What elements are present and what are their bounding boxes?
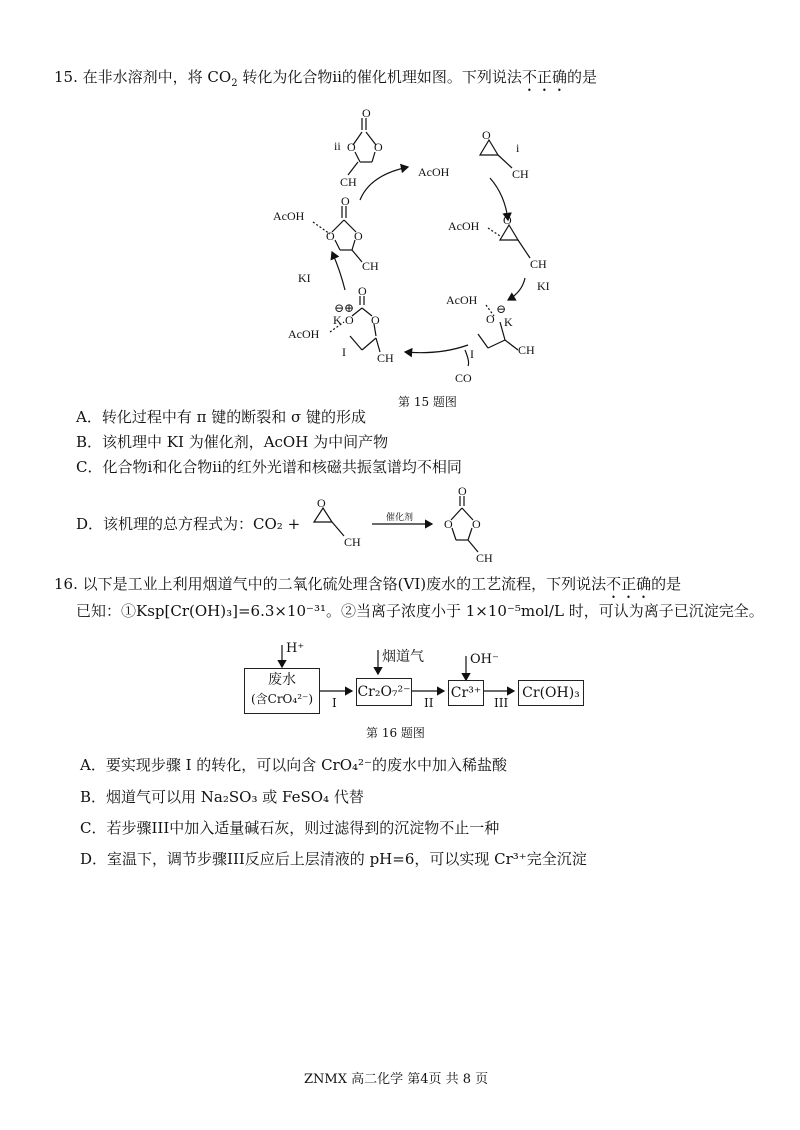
svg-text:O: O: [486, 312, 495, 326]
cr2o7-box: Cr₂O₇²⁻: [356, 678, 412, 706]
svg-text:AcOH: AcOH: [273, 209, 305, 223]
svg-text:O: O: [472, 517, 481, 531]
svg-text:K: K: [333, 313, 342, 327]
h-plus-label: H⁺: [286, 641, 305, 656]
svg-text:CH: CH: [362, 259, 379, 273]
svg-text:CH: CH: [476, 551, 493, 565]
svg-text:O: O: [458, 484, 467, 498]
svg-text:O: O: [358, 284, 367, 298]
svg-text:O: O: [503, 213, 512, 227]
q16-stem: 16. 以下是工业上利用烟道气中的二氧化硫处理含铬(VI)废水的工艺流程，下列说法不正确的是: [54, 575, 682, 593]
q16-known-conditions: 已知：①Ksp[Cr(OH)₃]=6.3×10⁻³¹。②当离子浓度小于 1×10⁻⁵mol/L 时，可认为离子已沉淀完全。: [76, 602, 764, 620]
i-label: i: [516, 141, 520, 155]
svg-text:I: I: [342, 345, 346, 359]
svg-text:O: O: [482, 128, 491, 142]
svg-text:CH: CH: [340, 175, 357, 189]
svg-text:CH: CH: [518, 343, 535, 357]
svg-text:I: I: [470, 347, 474, 361]
waste-water-box: 废水 (含CrO₄²⁻): [244, 668, 320, 714]
step-3-label: III: [494, 696, 509, 710]
svg-text:CH: CH: [344, 535, 361, 549]
q15-figure-caption: 第 15 题图: [398, 395, 457, 409]
q15-option-d[interactable]: D．该机理的总方程式为：CO₂ +: [76, 515, 301, 533]
q16-figure-caption: 第 16 题图: [366, 726, 425, 740]
svg-text:O: O: [374, 140, 383, 154]
q15-option-b[interactable]: B．该机理中 KI 为催化剂，AcOH 为中间产物: [76, 433, 389, 451]
page-footer: ZNMX 高二化学 第4页 共 8 页: [304, 1072, 489, 1087]
svg-text:K: K: [504, 315, 513, 329]
svg-text:⊖: ⊖: [496, 302, 507, 316]
svg-text:AcOH: AcOH: [418, 165, 450, 179]
q15-option-c[interactable]: C．化合物i和化合物ii的红外光谱和核磁共振氢谱均不相同: [76, 458, 462, 476]
step-2-label: II: [424, 696, 434, 710]
svg-text:CH: CH: [530, 257, 547, 271]
svg-text:AcOH: AcOH: [446, 293, 478, 307]
svg-text:⊕: ⊕: [344, 301, 355, 315]
svg-text:催化剂: 催化剂: [386, 512, 414, 522]
svg-text:⊖: ⊖: [334, 301, 345, 315]
flue-gas-label: 烟道气: [382, 649, 424, 665]
q15-option-a[interactable]: A．转化过程中有 π 键的断裂和 σ 键的形成: [76, 408, 367, 426]
svg-text:O: O: [347, 140, 356, 154]
step-1-label: I: [332, 696, 337, 710]
svg-text:O: O: [317, 496, 326, 510]
svg-text:KI: KI: [298, 271, 311, 285]
svg-text:O: O: [341, 194, 350, 208]
svg-text:O: O: [371, 313, 380, 327]
svg-text:CH: CH: [512, 167, 529, 181]
q16-option-b[interactable]: B．烟道气可以用 Na₂SO₃ 或 FeSO₄ 代替: [80, 788, 364, 806]
q16-option-d[interactable]: D．室温下，调节步骤III反应后上层清液的 pH=6，可以实现 Cr³⁺完全沉淀: [80, 850, 587, 868]
svg-text:O: O: [354, 229, 363, 243]
svg-text:CH: CH: [377, 351, 394, 365]
q16-option-a[interactable]: A．要实现步骤 I 的转化，可以向含 CrO₄²⁻的废水中加入稀盐酸: [80, 756, 507, 774]
svg-text:O: O: [444, 517, 453, 531]
q15-stem: 15. 在非水溶剂中，将 $CO_2$ 转化为化合物ii的催化机理如图。下列说法不正确的是: [54, 68, 597, 89]
svg-text:KI: KI: [537, 279, 550, 293]
svg-text:O: O: [326, 229, 335, 243]
svg-text:CO: CO: [455, 371, 472, 385]
ii-label: ii: [334, 139, 341, 153]
q15-equation-graphic: [314, 496, 478, 552]
svg-text:AcOH: AcOH: [288, 327, 320, 341]
ii-carbonyl-o: O: [362, 106, 371, 120]
oh-minus-label: OH⁻: [470, 652, 499, 667]
svg-text:AcOH: AcOH: [448, 219, 480, 233]
croh3-box: Cr(OH)₃: [518, 680, 584, 706]
cr3-box: Cr³⁺: [448, 680, 484, 706]
q16-option-c[interactable]: C．若步骤III中加入适量碱石灰，则过滤得到的沉淀物不止一种: [80, 819, 500, 837]
svg-text:O: O: [345, 313, 354, 327]
